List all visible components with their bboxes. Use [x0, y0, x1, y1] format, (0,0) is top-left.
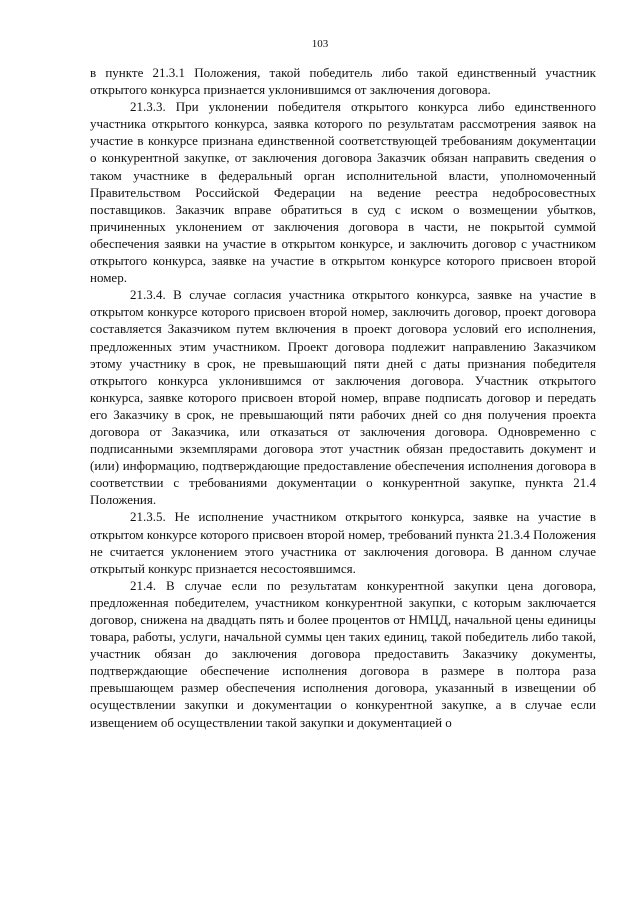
- paragraph-21-3-5: 21.3.5. Не исполнение участником открытого конкурса, заявке на участие в открытом конкурсе которого присвоен второй номер, требований пункта 21.3.4 Положения не считается уклонением этого участника от заключения договора. В данном случае открытый конкурс признается несостоявшимся.: [90, 509, 596, 576]
- paragraph-21-3-3: 21.3.3. При уклонении победителя открытого конкурса либо единственного участника открытого конкурса, заявка которого по результатам рассмотрения заявок на участие в конкурсе признана единственной соответствующей требованиям документации о конкурентной закупке, от заключения договора Заказчик обязан направить сведения о таком участнике в федеральный орган исполнительной власти, уполномоченный Правительством Российской Федерации на ведение реестра недобросовестных поставщиков. Заказчик вправе обратиться в суд с иском о возмещении убытков, причиненных уклонением от заключения договора в части, не покрытой суммой обеспечения заявки на участие в открытом конкурсе, и заключить договор с участником открытого конкурса, заявке на участие в открытом конкурсе которого присвоен второй номер.: [90, 99, 596, 286]
- page-number: 103: [311, 38, 329, 50]
- document-body: [90, 64, 596, 731]
- paragraph-21-4: 21.4. В случае если по результатам конкурентной закупки цена договора, предложенная победителем, участником конкурентной закупки, с которым заключается договор, снижена на двадцать пять и более процентов от НМЦД, начальной цены единицы товара, работы, услуги, начальной суммы цен таких единиц, такой победитель либо такой, участник обязан до заключения договора предоставить Заказчику документы, подтверждающие обеспечение исполнения договора в размере в полтора раза превышающем размер обеспечения исполнения договора, указанный в извещении об осуществлении закупки и документации о конкурентной закупке, а в случае если извещением об осуществлении такой закупки и документацией о: [90, 577, 596, 730]
- paragraph-21-3-4: 21.3.4. В случае согласия участника открытого конкурса, заявке на участие в открытом конкурсе которого присвоен второй номер, заключить договор, проект договора составляется Заказчиком путем включения в проект договора условий его исполнения, предложенных этим участником. Проект договора подлежит направлению Заказчиком этому участнику в срок, не превышающий пяти дней с даты признания победителя открытого конкурса уклонившимся от заключения договора. Участник открытого конкурса, заявке которого присвоен второй номер, вправе подписать договор и передать его Заказчику в срок, не превышающий пяти рабочих дней со дня получения проекта договора от Заказчика, или отказаться от заключения договора. Одновременно с подписанными экземплярами договора этот участник обязан предоставить документ и (или) информацию, подтверждающие предоставление обеспечения исполнения договора в соответствии с требованиями документации о конкурентной закупке, пункта 21.4 Положения.: [90, 287, 596, 508]
- paragraph-continuation: в пункте 21.3.1 Положения, такой победитель либо такой единственный участник открытого конкурса признается уклонившимся от заключения договора.: [90, 65, 596, 98]
